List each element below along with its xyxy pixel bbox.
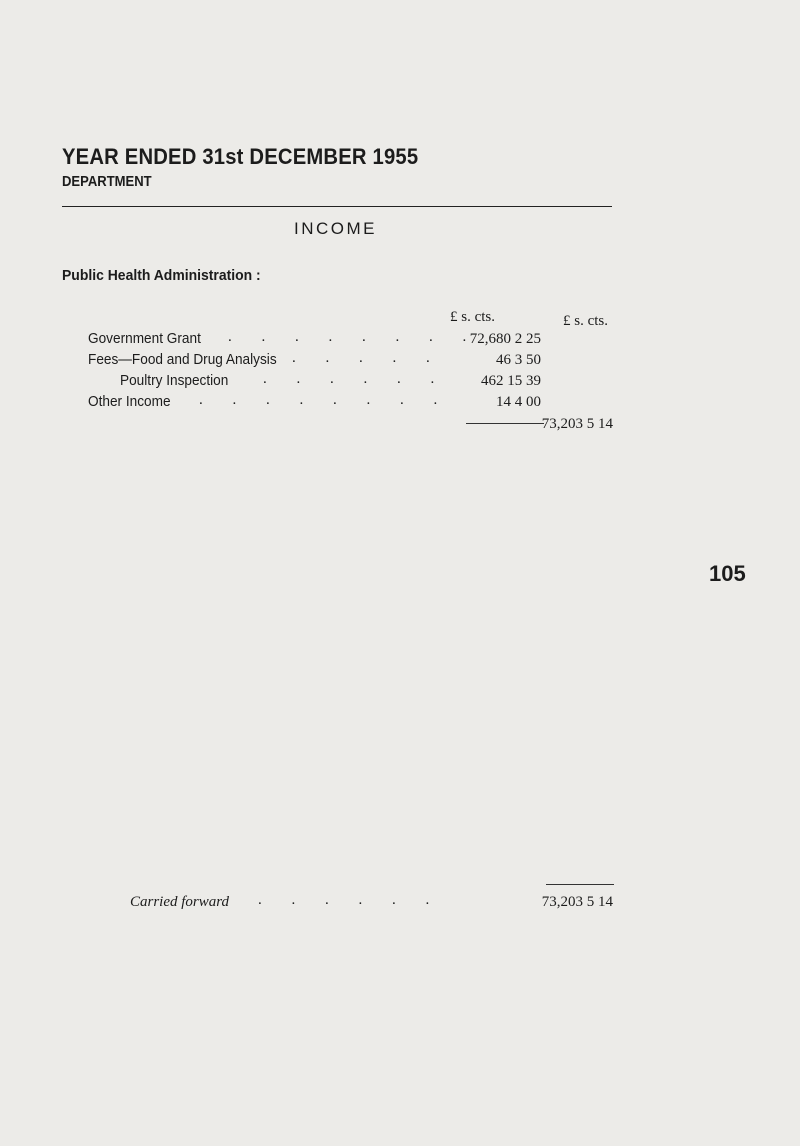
carried-forward-amount: 73,203 5 14 bbox=[541, 894, 613, 910]
department-heading: DEPARTMENT bbox=[62, 174, 152, 190]
row-label-fees: Fees—Food and Drug Analysis bbox=[88, 352, 277, 368]
row-leader: . . . . . . . . bbox=[228, 329, 480, 345]
row-amount-government-grant: 72,680 2 25 bbox=[469, 331, 541, 347]
row-label-poultry-inspection: Poultry Inspection bbox=[120, 373, 229, 389]
section-heading: Public Health Administration : bbox=[62, 267, 261, 284]
row-amount-fees: 46 3 50 bbox=[496, 352, 541, 368]
page-number: 105 bbox=[709, 561, 746, 586]
row-leader: . . . . . . bbox=[263, 371, 448, 387]
page-title: YEAR ENDED 31st DECEMBER 1955 bbox=[62, 144, 419, 169]
carried-forward-rule bbox=[546, 884, 614, 885]
carried-forward-label: Carried forward bbox=[130, 894, 230, 910]
income-heading: INCOME bbox=[294, 219, 377, 238]
row-amount-other-income: 14 4 00 bbox=[496, 394, 541, 410]
row-label-government-grant: Government Grant bbox=[88, 331, 201, 347]
column-heading-items: £ s. cts. bbox=[450, 309, 495, 325]
row-label-other-income: Other Income bbox=[88, 394, 171, 410]
income-total: 73,203 5 14 bbox=[541, 416, 613, 432]
row-leader: . . . . . bbox=[292, 350, 443, 366]
row-leader: . . . . . . . . bbox=[199, 392, 451, 408]
carried-forward-leader: . . . . . . bbox=[258, 892, 443, 908]
row-amount-poultry-inspection: 462 15 39 bbox=[481, 373, 541, 389]
column-heading-total: £ s. cts. bbox=[563, 313, 608, 329]
top-divider bbox=[62, 206, 612, 207]
